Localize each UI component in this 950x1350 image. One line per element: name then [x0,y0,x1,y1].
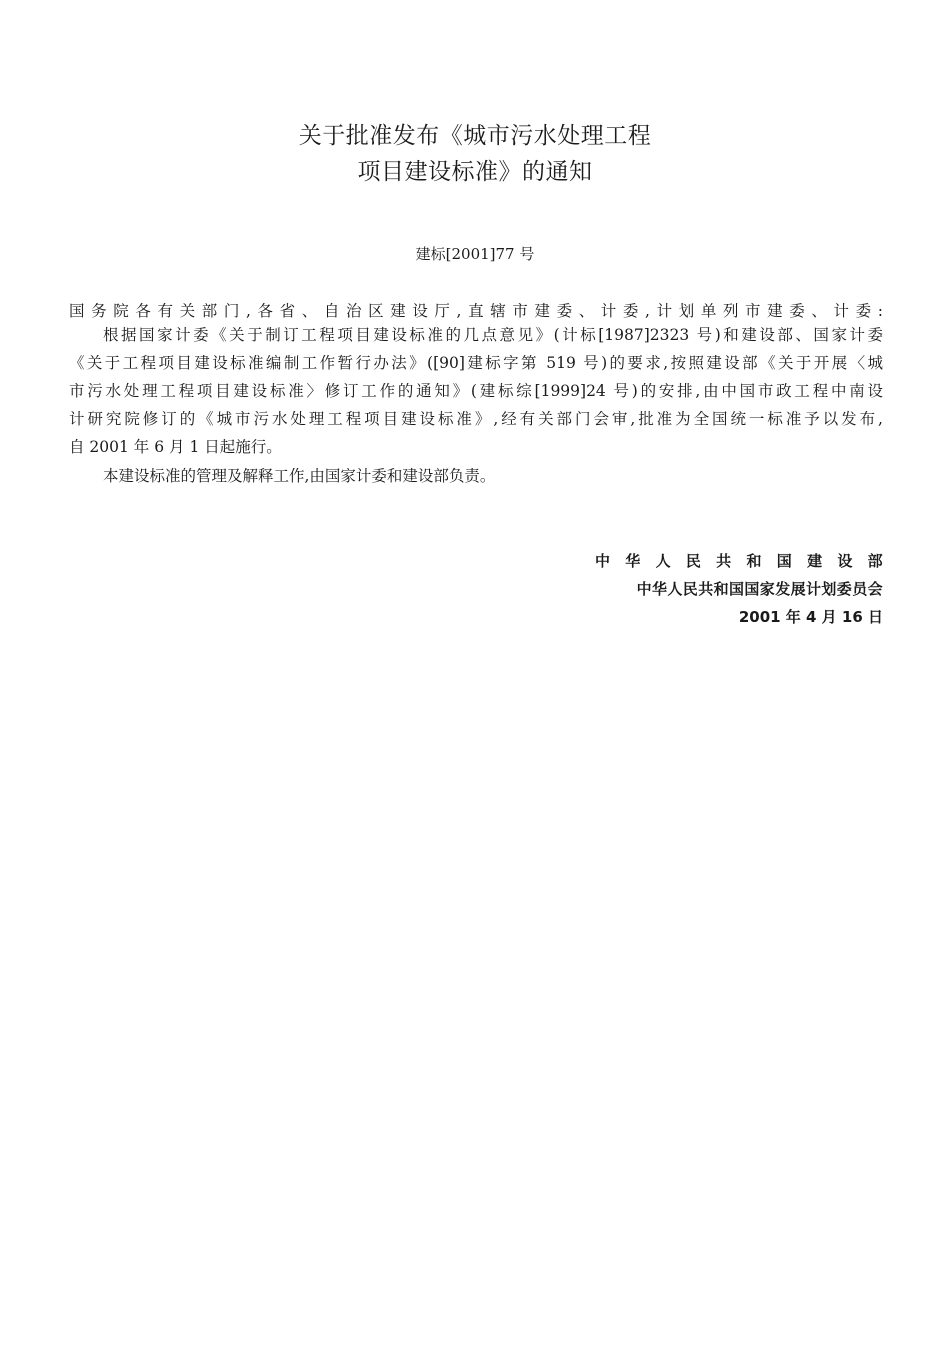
document-number: 建标[2001]77 号 [415,245,535,263]
document-title-line-2: 项目建设标准》的通知 [357,159,593,185]
paragraph-1-line-3: 市污水处理工程项目建设标准〉修订工作的通知》(建标综[1999]24 号)的安排,由中国市政工程中南设 [69,382,883,400]
document-title-line-1: 关于批准发布《城市污水处理工程 [298,123,652,149]
paragraph-1-line-2: 《关于工程项目建设标准编制工作暂行办法》([90]建标字第 519 号)的要求,按照建设部《关于开展〈城 [69,354,883,372]
addressee-line: 国务院各有关部门,各省、自治区建设厅,直辖市建委、计委,计划单列市建委、计委: [69,302,883,320]
paragraph-1-line-4: 计研究院修订的《城市污水处理工程项目建设标准》,经有关部门会审,批准为全国统一标准予以发布, [69,410,883,428]
signature-ministry-of-construction: 中华人民共和国建设部 [594,552,898,570]
signature-planning-commission: 中华人民共和国国家发展计划委员会 [636,580,883,598]
paragraph-2: 本建设标准的管理及解释工作,由国家计委和建设部负责。 [103,467,496,485]
paragraph-1-line-1: 根据国家计委《关于制订工程项目建设标准的几点意见》(计标[1987]2323 号)和建设部、国家计委 [103,326,883,344]
signature-date: 2001 年 4 月 16 日 [738,608,883,626]
paragraph-1-line-5: 自 2001 年 6 月 1 日起施行。 [69,438,282,456]
